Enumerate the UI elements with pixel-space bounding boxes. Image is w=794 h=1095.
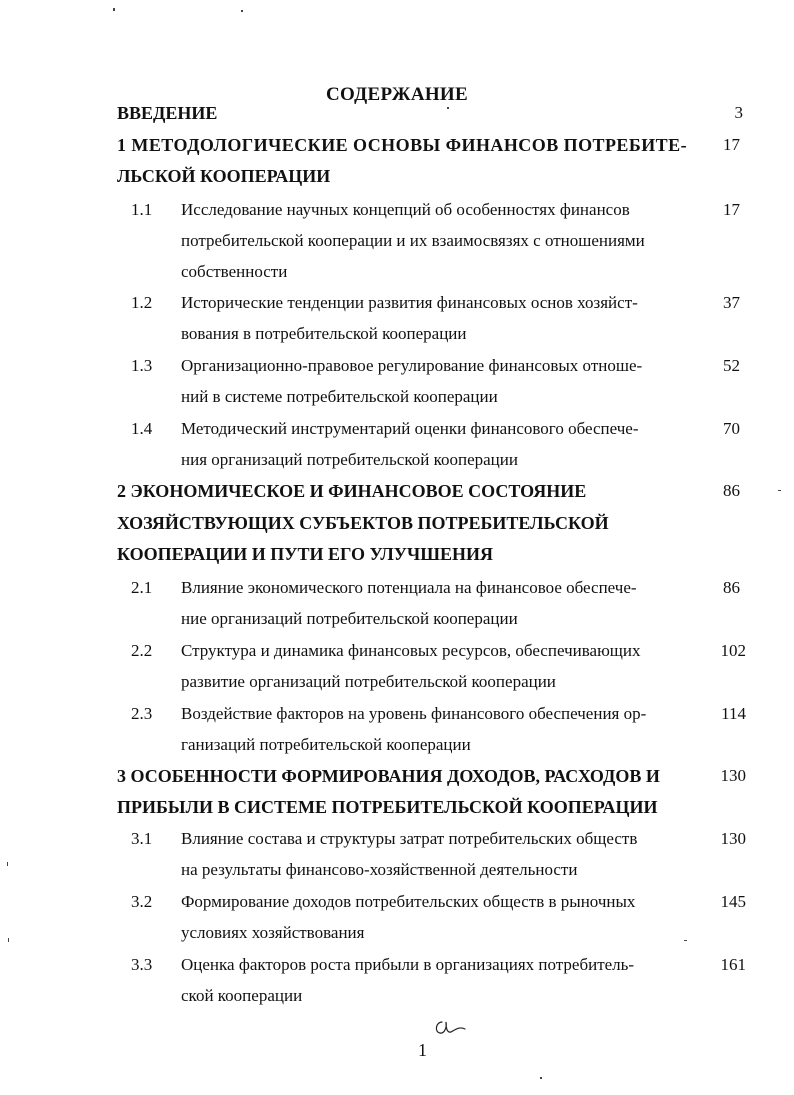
toc-section-line: ние организаций потребительской кооперации xyxy=(181,609,518,628)
toc-chapter-2-line-3: КООПЕРАЦИИ И ПУТИ ЕГО УЛУЧШЕНИЯ xyxy=(117,544,493,564)
toc-section-line: на результаты финансово-хозяйственной деятельности xyxy=(181,860,578,879)
toc-section-line: Методический инструментарий оценки финансового обеспече- xyxy=(181,419,639,438)
toc-chapter-2-line-2: ХОЗЯЙСТВУЮЩИХ СУБЪЕКТОВ ПОТРЕБИТЕЛЬСКОЙ xyxy=(117,513,609,533)
toc-section-line: Воздействие факторов на уровень финансового обеспечения ор- xyxy=(181,704,647,723)
toc-section-page: 86 xyxy=(723,578,740,597)
toc-section-page: 17 xyxy=(723,200,740,219)
scan-speck xyxy=(447,107,449,109)
toc-chapter-2-line-1: 2 ЭКОНОМИЧЕСКОЕ И ФИНАНСОВОЕ СОСТОЯНИЕ xyxy=(117,481,587,501)
toc-section-line: Исторические тенденции развития финансовых основ хозяйст- xyxy=(181,293,638,312)
toc-section-line: ской кооперации xyxy=(181,986,303,1005)
toc-section-line: ганизаций потребительской кооперации xyxy=(181,735,471,754)
toc-section-number: 2.3 xyxy=(131,704,153,723)
scan-speck xyxy=(241,10,243,12)
toc-section-line: Организационно-правовое регулирование финансовых отноше- xyxy=(181,356,643,375)
toc-chapter-3-page: 130 xyxy=(720,766,746,785)
toc-section-number: 3.2 xyxy=(131,892,153,911)
toc-section-page: 102 xyxy=(720,641,746,660)
toc-section-line: ния организаций потребительской кооперации xyxy=(181,450,518,469)
toc-section-line: потребительской кооперации и их взаимосвязях с отношениями xyxy=(181,231,645,250)
toc-section-line: Оценка факторов роста прибыли в организациях потребитель- xyxy=(181,955,635,974)
toc-section-page: 52 xyxy=(723,356,740,375)
toc-chapter-3-line-1: 3 ОСОБЕННОСТИ ФОРМИРОВАНИЯ ДОХОДОВ, РАСХОДОВ И xyxy=(117,766,660,786)
toc-section-page: 145 xyxy=(720,892,746,911)
toc-section-line: Влияние экономического потенциала на финансовое обеспече- xyxy=(181,578,637,597)
scan-speck xyxy=(684,940,687,941)
toc-section-number: 3.1 xyxy=(131,829,153,848)
toc-section-line: Формирование доходов потребительских обществ в рыночных xyxy=(181,892,636,911)
toc-section-line: Структура и динамика финансовых ресурсов, обеспечивающих xyxy=(181,641,641,660)
toc-section-number: 2.2 xyxy=(131,641,153,660)
toc-section-line: условиях хозяйствования xyxy=(181,923,365,942)
scan-speck xyxy=(8,938,9,942)
toc-section-page: 114 xyxy=(721,704,746,723)
scan-speck xyxy=(540,1077,542,1079)
toc-section-page: 70 xyxy=(723,419,740,438)
scan-speck xyxy=(7,862,8,866)
toc-chapter-1-line-1: 1 МЕТОДОЛОГИЧЕСКИЕ ОСНОВЫ ФИНАНСОВ ПОТРЕБИТЕ- xyxy=(117,135,688,155)
toc-intro-label: ВВЕДЕНИЕ xyxy=(117,103,218,123)
toc-section-number: 3.3 xyxy=(131,955,153,974)
scan-speck xyxy=(113,8,115,11)
toc-section-line: Влияние состава и структуры затрат потребительских обществ xyxy=(181,829,638,848)
handwritten-signature xyxy=(432,1014,472,1042)
toc-section-line: собственности xyxy=(181,262,288,281)
toc-section-number: 1.1 xyxy=(131,200,153,219)
toc-section-page: 130 xyxy=(720,829,746,848)
page-number: 1 xyxy=(418,1040,427,1060)
toc-section-page: 37 xyxy=(723,293,740,312)
scan-speck xyxy=(778,490,781,491)
toc-chapter-2-page: 86 xyxy=(723,481,740,500)
toc-section-number: 1.3 xyxy=(131,356,153,375)
toc-chapter-1-page: 17 xyxy=(723,135,740,154)
toc-section-line: ний в системе потребительской кооперации xyxy=(181,387,498,406)
toc-chapter-1-line-2: ЛЬСКОЙ КООПЕРАЦИИ xyxy=(117,166,331,186)
toc-section-number: 1.4 xyxy=(131,419,153,438)
toc-section-line: Исследование научных концепций об особенностях финансов xyxy=(181,200,630,219)
page-title: СОДЕРЖАНИЕ xyxy=(326,84,468,105)
toc-section-number: 2.1 xyxy=(131,578,153,597)
toc-section-page: 161 xyxy=(720,955,746,974)
toc-section-line: вования в потребительской кооперации xyxy=(181,324,467,343)
toc-intro-page: 3 xyxy=(734,103,743,122)
toc-section-number: 1.2 xyxy=(131,293,153,312)
toc-chapter-3-line-2: ПРИБЫЛИ В СИСТЕМЕ ПОТРЕБИТЕЛЬСКОЙ КООПЕРАЦИИ xyxy=(117,797,658,817)
toc-section-line: развитие организаций потребительской кооперации xyxy=(181,672,556,691)
